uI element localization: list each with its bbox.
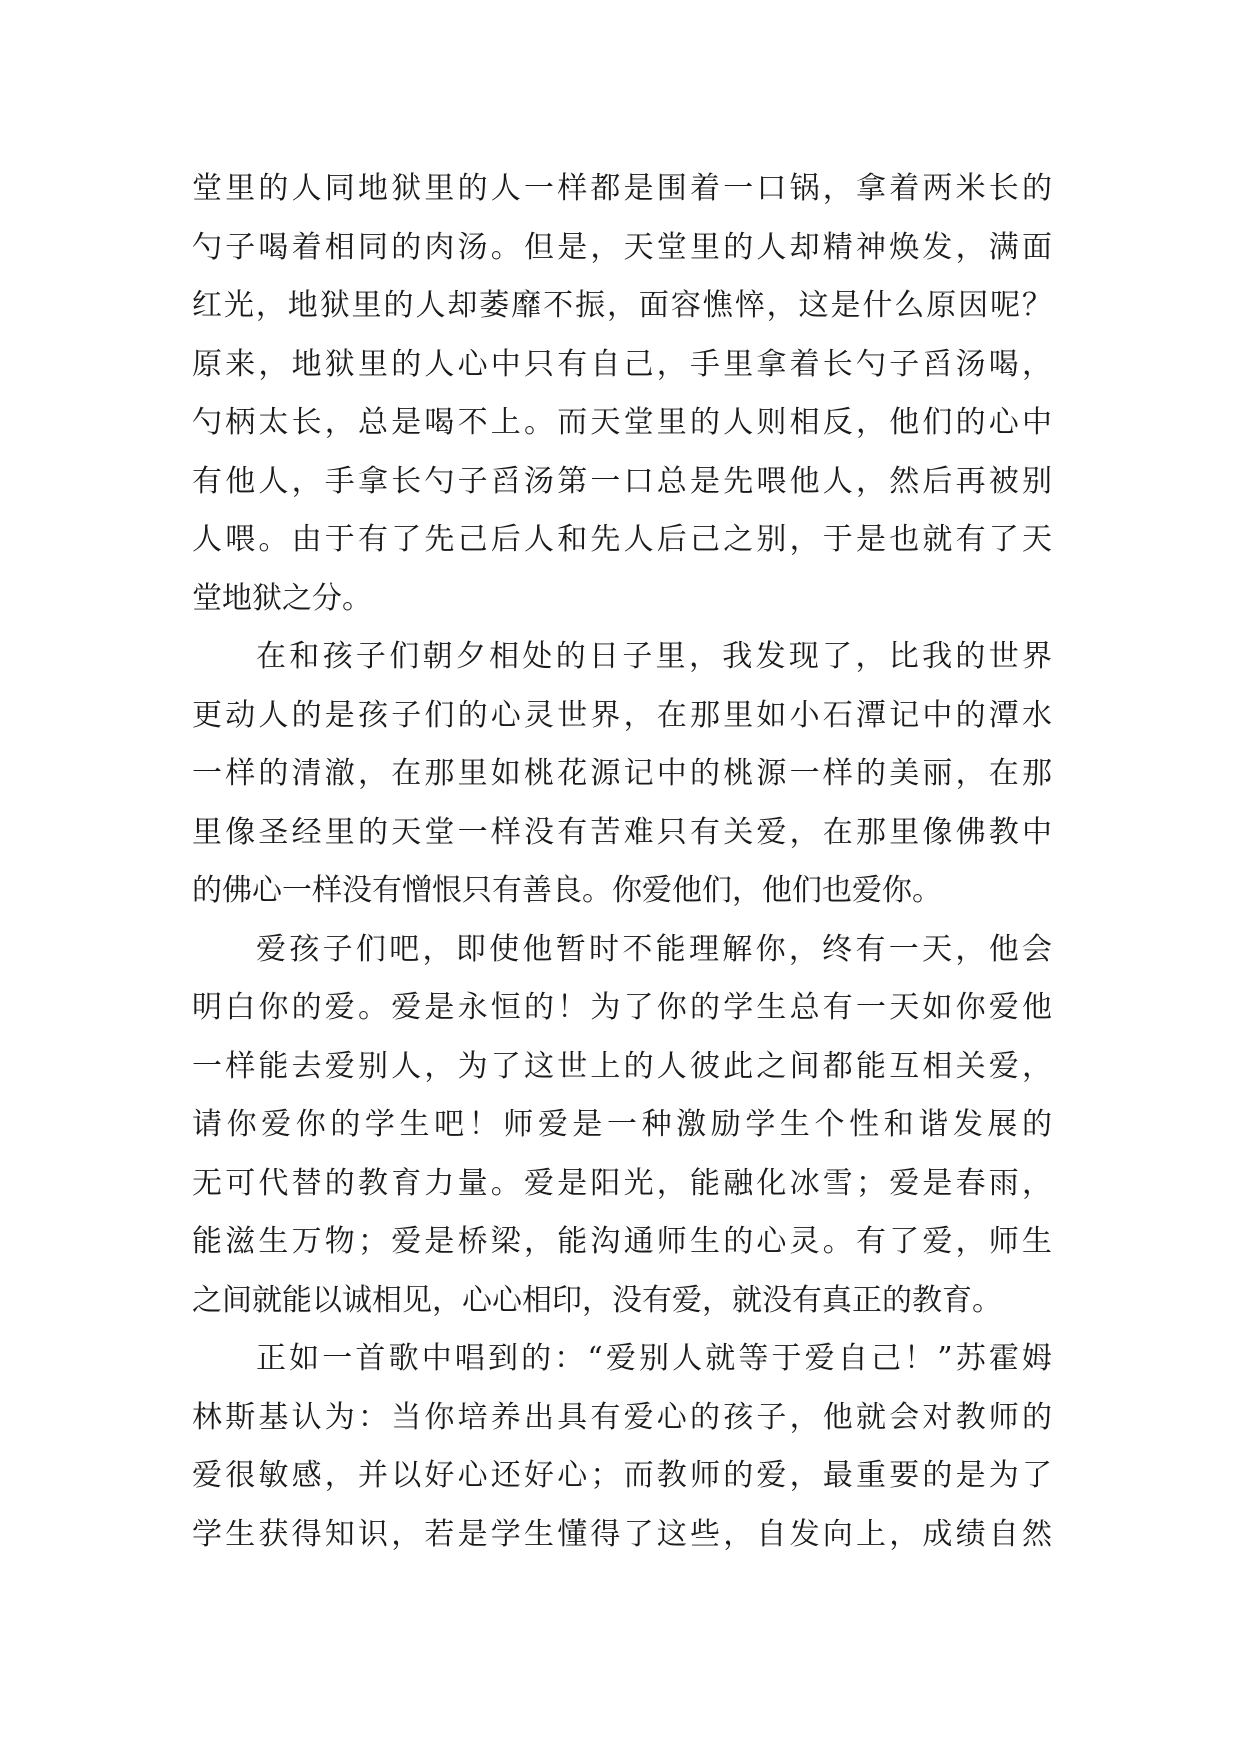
text-line: 有他人，手拿长勺子舀汤第一口总是先喂他人，然后再被别	[192, 463, 1052, 499]
text-line: 无可代替的教育力量。爱是阳光，能融化冰雪；爱是春雨，	[192, 1165, 1052, 1201]
text-line: 爱很敏感，并以好心还好心；而教师的爱，最重要的是为了	[192, 1458, 1052, 1493]
text-line: 人喂。由于有了先己后人和先人后己之别，于是也就有了天	[192, 522, 1052, 557]
text-line: 一样能去爱别人，为了这世上的人彼此之间都能互相关爱，	[192, 1048, 1052, 1084]
text-line: 里像圣经里的天堂一样没有苦难只有关爱，在那里像佛教中	[192, 814, 1052, 850]
text-line: 红光，地狱里的人却萎靡不振，面容憔悴，这是什么原因呢？	[192, 288, 1052, 323]
text-line: 的佛心一样没有憎恨只有善良。你爱他们，他们也爱你。	[192, 873, 942, 908]
text-line: 林斯基认为：当你培养出具有爱心的孩子，他就会对教师的	[192, 1399, 1052, 1435]
text-line: 在和孩子们朝夕相处的日子里，我发现了，比我的世界	[256, 639, 1052, 674]
text-line: 正如一首歌中唱到的：“爱别人就等于爱自己！”苏霍姆	[256, 1341, 1052, 1376]
paragraph-4	[192, 1330, 1052, 1564]
paragraph-2	[192, 628, 1052, 921]
text-line: 勺子喝着相同的肉汤。但是，天堂里的人却精神焕发，满面	[192, 229, 1052, 265]
paragraph-1	[192, 160, 1052, 628]
text-line: 一样的清澈，在那里如桃花源记中的桃源一样的美丽，在那	[192, 756, 1052, 791]
text-line: 爱孩子们吧，即使他暂时不能理解你，终有一天，他会	[256, 931, 1052, 967]
text-line: 堂地狱之分。	[192, 580, 372, 616]
text-line: 堂里的人同地狱里的人一样都是围着一口锅，拿着两米长的	[192, 171, 1052, 206]
text-line: 能滋生万物；爱是桥梁，能沟通师生的心灵。有了爱，师生	[192, 1224, 1052, 1259]
text-line: 学生获得知识，若是学生懂得了这些，自发向上，成绩自然	[192, 1516, 1052, 1552]
paragraph-3	[192, 921, 1052, 1331]
text-line: 原来，地狱里的人心中只有自己，手里拿着长勺子舀汤喝，	[192, 346, 1052, 382]
text-line: 之间就能以诚相见，心心相印，没有爱，就没有真正的教育。	[192, 1282, 1002, 1318]
document-page	[192, 160, 1052, 1564]
text-line: 更动人的是孩子们的心灵世界，在那里如小石潭记中的潭水	[192, 697, 1052, 733]
text-line: 请你爱你的学生吧！师爱是一种激励学生个性和谐发展的	[192, 1107, 1052, 1142]
text-line: 勺柄太长，总是喝不上。而天堂里的人则相反，他们的心中	[192, 405, 1052, 440]
text-line: 明白你的爱。爱是永恒的！为了你的学生总有一天如你爱他	[192, 990, 1052, 1025]
